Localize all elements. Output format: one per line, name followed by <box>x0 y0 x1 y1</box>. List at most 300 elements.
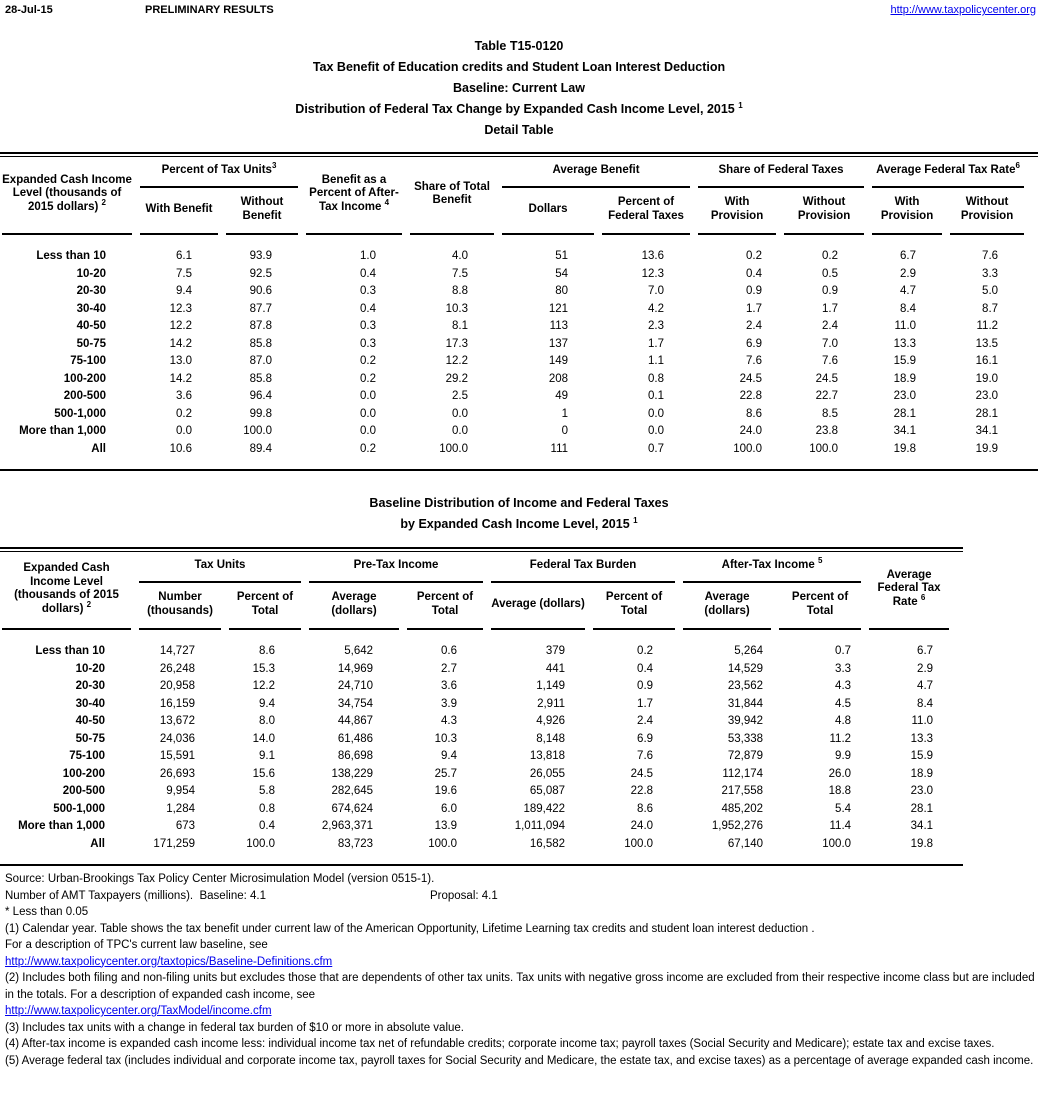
data-cell: 9.4 <box>441 750 458 762</box>
data-cell: 65,087 <box>529 785 566 797</box>
source-note: Source: Urban-Brookings Tax Policy Center Microsimulation Model (version 0515-1). <box>5 873 435 885</box>
group-header-after-tax-income: After-Tax Income $^5$ <box>683 552 861 583</box>
table-row <box>2 283 1024 301</box>
data-cell: 26,055 <box>529 767 566 780</box>
data-cell: 4.7 <box>900 285 917 297</box>
data-cell: 28.1 <box>975 407 999 420</box>
data-cell: 0.0 <box>452 407 469 420</box>
data-cell: 34.1 <box>910 820 934 832</box>
row-label: 10-20 <box>75 662 105 675</box>
data-cell: 0.4 <box>637 662 654 675</box>
data-cell: 0.2 <box>360 442 377 455</box>
data-cell: 10.3 <box>445 302 469 315</box>
data-cell: 113 <box>549 320 569 332</box>
data-cell: 12.3 <box>641 267 665 280</box>
income-definition-link[interactable]: http://www.taxpolicycenter.org/TaxModel/income.cfm <box>5 1005 272 1017</box>
table-row <box>2 696 949 714</box>
data-cell: 673 <box>175 820 195 832</box>
table-row <box>2 406 1024 424</box>
data-cell: 485,202 <box>721 802 764 815</box>
data-cell: 2.5 <box>452 390 469 402</box>
data-cell: 0.2 <box>176 407 192 420</box>
data-cell: 29.2 <box>445 372 469 385</box>
table-row <box>2 235 1024 266</box>
data-cell: 19.9 <box>975 442 999 455</box>
data-cell: 112,174 <box>722 767 764 780</box>
data-cell: 7.6 <box>982 250 999 262</box>
detail-table <box>0 157 1032 469</box>
data-cell: 13.6 <box>641 250 665 262</box>
table-row <box>2 630 949 661</box>
data-cell: 23.0 <box>910 785 934 797</box>
data-cell: 0.7 <box>648 442 665 455</box>
data-cell: 53,338 <box>727 732 764 745</box>
data-cell: 3.6 <box>176 390 192 402</box>
table-row <box>2 318 1024 336</box>
data-cell: 0.3 <box>360 285 377 297</box>
row-label: More than 1,000 <box>19 425 106 437</box>
data-cell: 111 <box>550 442 569 455</box>
data-cell: 16.1 <box>975 355 999 367</box>
col-header-benefit-pct-after-tax-income: Benefit as a Percent of After-Tax Income $^4$ <box>306 157 402 235</box>
data-cell: 5,642 <box>344 645 374 657</box>
data-cell: 16,159 <box>159 697 195 710</box>
table-row <box>2 748 949 766</box>
col-header-burden-percent-total: Percent of Total <box>593 583 675 630</box>
detail-table-section <box>0 152 1038 471</box>
footnotes <box>0 871 1038 1069</box>
data-cell: 4.3 <box>441 715 458 727</box>
data-cell: 1.7 <box>746 302 763 315</box>
amt-baseline: Number of AMT Taxpayers (millions). Baseline: 4.1 <box>5 889 266 902</box>
data-cell: 13.5 <box>975 337 999 350</box>
data-cell: 0.9 <box>822 285 839 297</box>
bottom-rule <box>0 864 963 866</box>
row-label: Less than 10 <box>36 250 106 262</box>
table-row <box>2 678 949 696</box>
group-header-federal-tax-burden: Federal Tax Burden <box>491 552 675 583</box>
col-header-number-thousands: Number (thousands) <box>139 583 221 630</box>
data-cell: 13,818 <box>529 750 566 762</box>
data-cell: 23.8 <box>815 425 839 437</box>
data-cell: 0.9 <box>746 285 763 297</box>
group-header-average-benefit: Average Benefit <box>502 157 690 188</box>
data-cell: 3.6 <box>441 680 458 692</box>
data-cell: 87.0 <box>249 355 273 367</box>
data-cell: 51 <box>555 250 569 262</box>
table-row <box>2 713 949 731</box>
data-cell: 13,672 <box>159 715 195 727</box>
data-cell: 18.9 <box>910 767 934 780</box>
data-cell: 5.0 <box>982 285 999 297</box>
data-cell: 7.0 <box>648 285 665 297</box>
data-cell: 19.8 <box>910 837 934 850</box>
row-label: 200-500 <box>63 390 106 402</box>
data-cell: 1.7 <box>637 697 654 710</box>
data-cell: 12.2 <box>445 355 469 367</box>
row-label: 500-1,000 <box>53 802 105 815</box>
data-cell: 5,264 <box>734 645 764 657</box>
data-cell: 34.1 <box>893 425 917 437</box>
col-header-dollars: Dollars <box>502 188 594 235</box>
report-date: 28-Jul-15 <box>5 4 53 16</box>
data-cell: 34,754 <box>337 697 374 710</box>
row-label: Less than 10 <box>35 645 105 657</box>
data-cell: 11.2 <box>829 732 852 745</box>
data-cell: 4.5 <box>835 697 852 710</box>
data-cell: 0.6 <box>441 645 458 657</box>
col-header-pretax-percent-total: Percent of Total <box>407 583 483 630</box>
baseline-definitions-link[interactable]: http://www.taxpolicycenter.org/taxtopics/Baseline-Definitions.cfm <box>5 955 333 968</box>
data-cell: 9,954 <box>166 785 195 797</box>
col-header-income-level: Expanded Cash Income Level (thousands of 2015 dollars) $^2$ <box>2 157 132 235</box>
data-cell: 34.1 <box>975 425 999 437</box>
row-label: 30-40 <box>76 302 106 315</box>
data-cell: 87.8 <box>249 320 273 332</box>
data-cell: 217,558 <box>721 785 764 797</box>
data-cell: 16,582 <box>529 837 566 850</box>
data-cell: 6.9 <box>746 337 763 350</box>
data-cell: 26.0 <box>828 767 852 780</box>
data-cell: 0.0 <box>360 425 377 437</box>
data-cell: 85.8 <box>249 372 273 385</box>
data-cell: 0.1 <box>648 390 665 402</box>
data-cell: 9.1 <box>259 750 276 762</box>
data-cell: 1.7 <box>648 337 665 350</box>
row-label: 10-20 <box>76 267 106 280</box>
data-cell: 4.2 <box>648 302 665 315</box>
data-cell: 137 <box>548 337 569 350</box>
baseline-title: Baseline: Current Law <box>453 81 585 95</box>
table-row <box>2 423 1024 441</box>
table-number-title: Table T15-0120 <box>474 39 564 53</box>
table-row <box>2 783 949 801</box>
data-cell: 0.4 <box>360 267 377 280</box>
col-header-units-percent-total: Percent of Total <box>229 583 301 630</box>
col-header-rate-with-provision: With Provision <box>872 188 942 235</box>
data-cell: 14,529 <box>727 662 764 675</box>
footnote-1-continued: For a description of TPC's current law baseline, see <box>5 939 268 951</box>
table-subject-title: Tax Benefit of Education credits and Student Loan Interest Deduction <box>312 60 726 74</box>
data-cell: 7.6 <box>746 355 763 367</box>
row-label: 50-75 <box>76 337 106 350</box>
data-cell: 13.0 <box>169 355 192 367</box>
row-label: 40-50 <box>75 715 105 727</box>
data-cell: 8,148 <box>536 732 566 745</box>
data-cell: 2.9 <box>917 662 934 675</box>
data-cell: 26,693 <box>159 767 195 780</box>
data-cell: 15,591 <box>159 750 195 762</box>
row-label: 500-1,000 <box>54 407 106 420</box>
group-header-pretax-income: Pre-Tax Income <box>309 552 483 583</box>
data-cell: 18.8 <box>828 785 852 797</box>
col-header-average-federal-tax-rate: Average Federal Tax Rate $^6$ <box>869 552 949 630</box>
data-cell: 44,867 <box>337 715 374 727</box>
data-cell: 6.0 <box>441 802 458 815</box>
row-label: 75-100 <box>70 355 106 367</box>
data-cell: 11.0 <box>894 320 917 332</box>
data-cell: 86,698 <box>337 750 374 762</box>
group-header-average-federal-tax-rate: Average Federal Tax Rate$^6$ <box>872 157 1024 188</box>
data-cell: 13.3 <box>910 732 934 745</box>
row-label: 20-30 <box>75 680 105 692</box>
data-cell: 8.1 <box>452 320 469 332</box>
page-header <box>0 0 1038 22</box>
data-cell: 61,486 <box>337 732 374 745</box>
data-cell: 149 <box>548 355 569 367</box>
table-row <box>2 731 949 749</box>
data-cell: 0.8 <box>648 372 665 385</box>
data-cell: 3.3 <box>835 662 852 675</box>
data-cell: 2.7 <box>441 662 458 675</box>
col-header-without-benefit: Without Benefit <box>226 188 298 235</box>
data-cell: 100.0 <box>733 442 763 455</box>
bottom-rule <box>0 469 1038 471</box>
data-cell: 24,036 <box>159 732 195 745</box>
tpc-site-link[interactable]: http://www.taxpolicycenter.org <box>890 4 1036 16</box>
data-cell: 14,727 <box>159 645 195 657</box>
data-cell: 67,140 <box>727 837 764 850</box>
data-cell: 17.3 <box>445 337 469 350</box>
data-cell: 0.0 <box>648 425 665 437</box>
data-cell: 11.0 <box>911 715 934 727</box>
detail-table-body <box>2 235 1024 469</box>
baseline-table-section <box>0 547 963 866</box>
data-cell: 171,259 <box>153 837 195 850</box>
data-cell: 80 <box>555 285 569 297</box>
data-cell: 0.2 <box>360 355 377 367</box>
data-cell: 100.0 <box>246 837 276 850</box>
data-cell: 5.4 <box>835 802 852 815</box>
amt-taxpayers-note <box>5 888 1036 905</box>
detail-table-title: Detail Table <box>484 123 554 137</box>
table-row <box>2 818 949 836</box>
data-cell: 24.0 <box>739 425 763 437</box>
data-cell: 121 <box>548 302 569 315</box>
col-header-pretax-average: Average (dollars) <box>309 583 399 630</box>
data-cell: 19.8 <box>893 442 917 455</box>
data-cell: 49 <box>555 390 569 402</box>
data-cell: 4.3 <box>835 680 852 692</box>
data-cell: 441 <box>545 662 566 675</box>
data-cell: 1,149 <box>536 680 566 692</box>
data-cell: 15.9 <box>893 355 917 367</box>
data-cell: 22.8 <box>630 785 654 797</box>
row-label: 100-200 <box>62 767 105 780</box>
data-cell: 7.5 <box>452 267 469 280</box>
col-header-share-with-provision: With Provision <box>698 188 776 235</box>
data-cell: 100.0 <box>822 837 852 850</box>
data-cell: 92.5 <box>249 267 273 280</box>
data-cell: 14.0 <box>252 732 276 745</box>
data-cell: 0.0 <box>452 425 469 437</box>
data-cell: 100.0 <box>439 442 469 455</box>
data-cell: 100.0 <box>428 837 458 850</box>
data-cell: 4.7 <box>917 680 934 692</box>
table-row <box>2 836 949 865</box>
table-row <box>2 801 949 819</box>
data-cell: 25.7 <box>434 767 458 780</box>
table-row <box>2 301 1024 319</box>
table-row <box>2 371 1024 389</box>
footnote-1: (1) Calendar year. Table shows the tax benefit under current law of the American Opportunity, Lifetime Learning tax credits and student loan interest deduction . <box>5 922 815 935</box>
data-cell: 12.2 <box>252 680 276 692</box>
footnote-2: (2) Includes both filing and non-filing units but excludes those that are dependents of other tax units. Tax units with negative gross income are excluded from their respective income class but are included in the totals. For a description of expanded cash income, see <box>5 972 1035 1001</box>
data-cell: 0.4 <box>360 302 377 315</box>
data-cell: 100.0 <box>624 837 654 850</box>
data-cell: 15.3 <box>252 662 276 675</box>
table-row <box>2 661 949 679</box>
data-cell: 96.4 <box>249 390 273 402</box>
table-row <box>2 336 1024 354</box>
baseline-table <box>0 552 957 864</box>
col-header-income-level: Expanded Cash Income Level (thousands of 2015 dollars) $^2$ <box>2 552 131 630</box>
data-cell: 10.3 <box>434 732 458 745</box>
data-cell: 0.3 <box>360 320 377 332</box>
data-cell: 0.0 <box>360 390 377 402</box>
data-cell: 9.4 <box>259 697 276 710</box>
row-label: 50-75 <box>75 732 105 745</box>
data-cell: 282,645 <box>331 785 374 797</box>
table-row <box>2 353 1024 371</box>
data-cell: 8.6 <box>259 645 276 657</box>
col-header-aftertax-average: Average (dollars) <box>683 583 771 630</box>
data-cell: 54 <box>555 267 569 280</box>
data-cell: 11.4 <box>829 820 852 832</box>
data-cell: 2,911 <box>537 697 566 710</box>
data-cell: 11.2 <box>976 320 999 332</box>
row-label: 200-500 <box>62 785 105 797</box>
distribution-title: Distribution of Federal Tax Change by Expanded Cash Income Level, 2015 $^1$ <box>295 100 743 116</box>
footnote-3: (3) Includes tax units with a change in federal tax burden of $10 or more in absolute value. <box>5 1021 464 1034</box>
data-cell: 4.0 <box>452 250 469 262</box>
group-header-tax-units: Tax Units <box>139 552 301 583</box>
data-cell: 72,879 <box>727 750 764 762</box>
data-cell: 2.3 <box>648 320 665 332</box>
data-cell: 8.7 <box>982 302 999 315</box>
data-cell: 24.5 <box>739 372 763 385</box>
title-block <box>0 36 1038 141</box>
footnote-5: (5) Average federal tax (includes individual and corporate income tax, payroll taxes for Social Security and Medicare, the estate tax, and excise taxes) as a percentage of average expanded cash income. <box>5 1054 1034 1067</box>
data-cell: 8.6 <box>746 407 763 420</box>
data-cell: 0.4 <box>746 267 763 280</box>
data-cell: 14.2 <box>169 337 192 350</box>
data-cell: 100.0 <box>809 442 839 455</box>
data-cell: 8.6 <box>637 802 654 815</box>
data-cell: 189,422 <box>523 802 566 815</box>
data-cell: 7.6 <box>637 750 654 762</box>
data-cell: 0.9 <box>637 680 654 692</box>
col-header-aftertax-percent-total: Percent of Total <box>779 583 861 630</box>
data-cell: 2.9 <box>900 267 917 280</box>
data-cell: 2.4 <box>637 715 654 727</box>
data-cell: 138,229 <box>331 767 374 780</box>
data-cell: 100.0 <box>243 425 273 437</box>
data-cell: 90.6 <box>249 285 273 297</box>
data-cell: 10.6 <box>169 442 192 455</box>
data-cell: 1.0 <box>360 250 377 262</box>
row-label: 40-50 <box>76 320 106 332</box>
data-cell: 12.2 <box>169 320 192 332</box>
data-cell: 1.7 <box>822 302 839 315</box>
col-header-percent-federal-taxes: Percent of Federal Taxes <box>602 188 690 235</box>
table-row <box>2 266 1024 284</box>
row-label: 20-30 <box>76 285 106 297</box>
data-cell: 85.8 <box>249 337 273 350</box>
col-header-with-benefit: With Benefit <box>140 188 218 235</box>
data-cell: 7.6 <box>822 355 839 367</box>
data-cell: 13.9 <box>434 820 458 832</box>
data-cell: 0 <box>561 425 569 437</box>
data-cell: 8.8 <box>452 285 469 297</box>
data-cell: 0.0 <box>360 407 377 420</box>
data-cell: 26,248 <box>159 662 195 675</box>
data-cell: 15.6 <box>252 767 276 780</box>
footnote-4: (4) After-tax income is expanded cash income less: individual income tax net of refundable credits; corporate income tax; payroll taxes (Social Security and Medicare); estate tax and excise taxes. <box>5 1038 995 1050</box>
data-cell: 39,942 <box>727 715 764 727</box>
table-row <box>2 766 949 784</box>
data-cell: 24,710 <box>337 680 374 692</box>
col-header-rate-without-provision: Without Provision <box>950 188 1024 235</box>
row-label: All <box>91 442 106 455</box>
group-header-percent-tax-units: Percent of Tax Units$^3$ <box>140 157 298 188</box>
col-header-share-total-benefit: Share of Total Benefit <box>410 157 494 235</box>
data-cell: 1 <box>561 407 569 420</box>
data-cell: 1.1 <box>648 355 665 367</box>
data-cell: 15.9 <box>910 750 934 762</box>
data-cell: 83,723 <box>337 837 374 850</box>
data-cell: 6.1 <box>176 250 192 262</box>
data-cell: 8.4 <box>917 697 934 710</box>
data-cell: 23.0 <box>893 390 917 402</box>
table-row <box>2 441 1024 470</box>
data-cell: 0.5 <box>822 267 839 280</box>
data-cell: 6.7 <box>900 250 917 262</box>
data-cell: 0.8 <box>259 802 276 815</box>
data-cell: 2,963,371 <box>321 820 374 832</box>
group-header-share-federal-taxes: Share of Federal Taxes <box>698 157 864 188</box>
row-label: 30-40 <box>75 697 105 710</box>
preliminary-results-label: PRELIMINARY RESULTS <box>145 4 274 16</box>
data-cell: 23,562 <box>727 680 764 692</box>
data-cell: 4,926 <box>536 715 566 727</box>
data-cell: 8.5 <box>822 407 839 420</box>
data-cell: 20,958 <box>159 680 195 692</box>
data-cell: 0.0 <box>176 425 192 437</box>
row-label: All <box>90 837 105 850</box>
data-cell: 3.9 <box>441 697 458 710</box>
data-cell: 13.3 <box>893 337 917 350</box>
data-cell: 0.2 <box>637 645 654 657</box>
data-cell: 9.4 <box>176 285 192 297</box>
less-than-note: * Less than 0.05 <box>5 906 89 918</box>
data-cell: 22.7 <box>815 390 839 402</box>
row-label: 75-100 <box>69 750 105 762</box>
data-cell: 1,284 <box>166 802 195 815</box>
data-cell: 19.6 <box>434 785 458 797</box>
data-cell: 23.0 <box>975 390 999 402</box>
data-cell: 7.0 <box>822 337 839 350</box>
data-cell: 2.4 <box>822 320 839 332</box>
data-cell: 9.9 <box>835 750 852 762</box>
data-cell: 22.8 <box>739 390 763 402</box>
data-cell: 0.2 <box>746 250 763 262</box>
table-row <box>2 388 1024 406</box>
data-cell: 18.9 <box>893 372 917 385</box>
data-cell: 24.0 <box>630 820 654 832</box>
data-cell: 0.4 <box>259 820 276 832</box>
data-cell: 24.5 <box>630 767 654 780</box>
